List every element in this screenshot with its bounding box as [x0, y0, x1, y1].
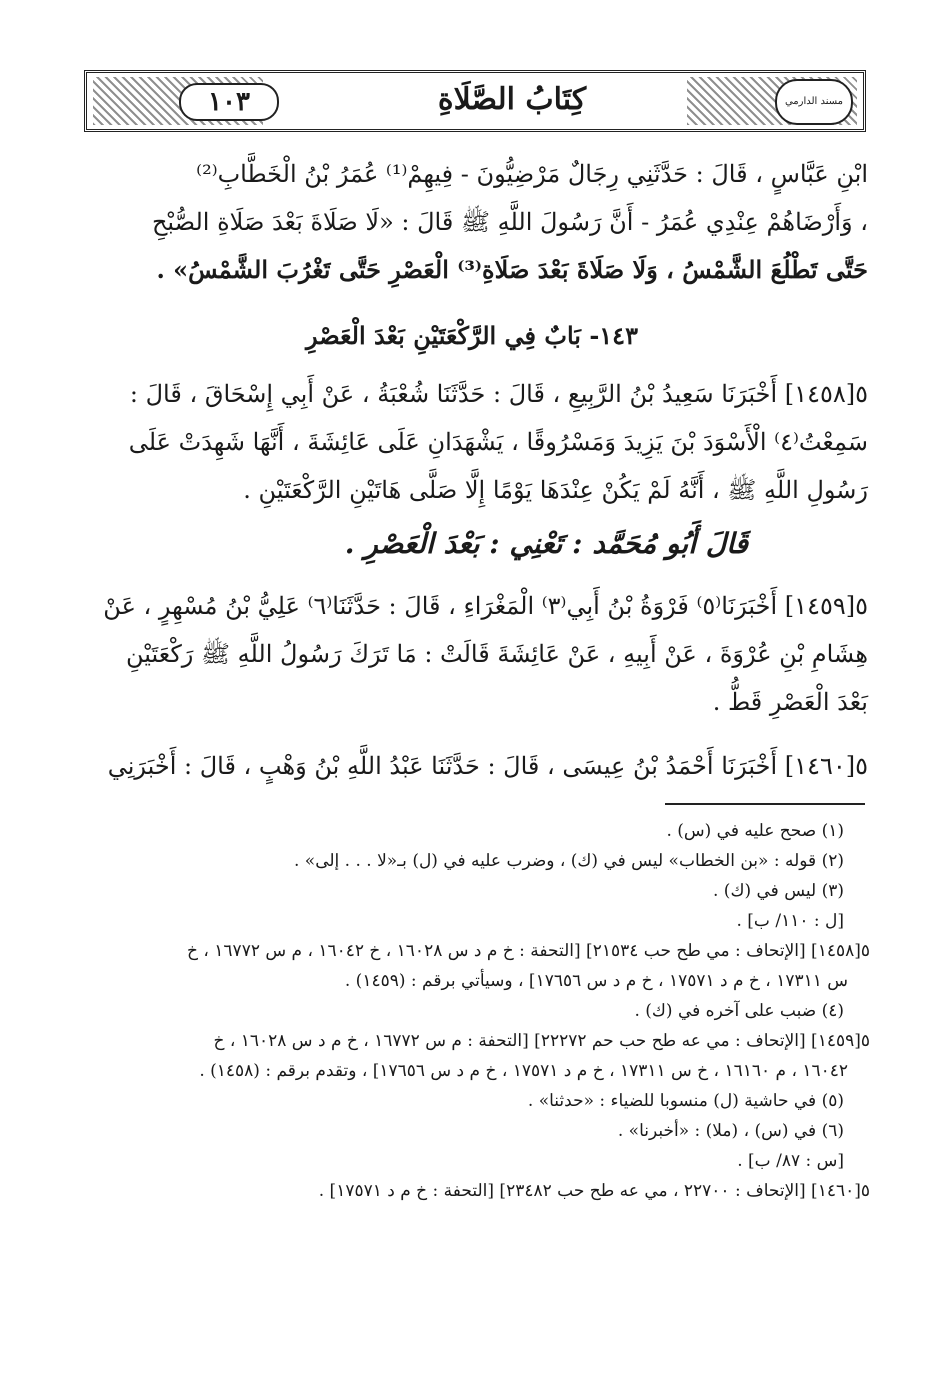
footnote: (٥) في حاشية (ل) منسوبا للضياء : «حدثنا» . — [527, 1091, 844, 1111]
footnote: ١٦٠٤٢ ، م ١٦١٦٠ ، خ س ١٧٣١١ ، خ م د ١٧٥٧١ ، خ م د س ١٧٦٥٦] ، وتقدم برقم : (١٤٥٨) . — [199, 1061, 848, 1081]
footnotes — [80, 816, 870, 1206]
hadith-1459 — [76, 582, 868, 726]
emblem-logo: مسند الدارمي — [775, 79, 853, 125]
text-line: رَسُولِ اللَّهِ ﷺ ، أَنَّهُ لَمْ يَكُنْ عِنْدَهَا يَوْمًا إِلَّا صَلَّى هَاتَيْنِ الرَّكْعَتَيْنِ . — [243, 476, 868, 504]
hadith-1458 — [76, 370, 868, 514]
text-line: ٥[١٤٥٩] أَخْبَرَنَا⁽٥⁾ فَرْوَةُ بْنُ أَبِي⁽٣⁾ الْمَغْرَاءِ ، قَالَ : حَدَّثَنَا⁽٦⁾ عَلِيُّ بْنُ مُسْهِرٍ ، عَنْ — [103, 592, 868, 620]
author-comment: قَالَ أَبُو مُحَمَّد : تَعْنِي : بَعْدَ الْعَصْرِ . — [344, 527, 748, 560]
section-heading: ١٤٣- بَابٌ فِي الرَّكْعَتَيْنِ بَعْدَ الْعَصْرِ — [306, 321, 638, 350]
page-header — [84, 70, 866, 132]
text-line: ٥[١٤٦٠] أَخْبَرَنَا أَحْمَدُ بْنُ عِيسَى ، قَالَ : حَدَّثَنَا عَبْدُ اللَّهِ بْنُ وَهْبٍ ، قَالَ : أَخْبَرَنِي — [107, 752, 868, 780]
footnote: ٥[١٤٥٩] [الإتحاف : مي عه طح حب حم ٢٢٢٧٢] [التحفة : م س ١٦٧٧٢ ، خ م د س ١٦٠٢٨ ، خ — [213, 1031, 870, 1051]
footnote: [س : ٨٧/ ب] . — [737, 1151, 844, 1171]
footnote: ٥[١٤٦٠] [الإتحاف : ٢٢٧٠٠ ، مي عه طح حب ٢٣٤٨٢] [التحفة : خ م د ١٧٥٧١] . — [318, 1181, 870, 1201]
footnote: (١) صحح عليه في (س) . — [666, 821, 844, 841]
text-line: ٥[١٤٥٨] أَخْبَرَنَا سَعِيدُ بْنُ الرَّبِيعِ ، قَالَ : حَدَّثَنَا شُعْبَةُ ، عَنْ أَبِي إِسْحَاقَ ، قَالَ : — [129, 380, 868, 408]
footnote: (٣) ليس في (ك) . — [713, 881, 844, 901]
hadith-continuation — [76, 150, 868, 294]
footnote: (٤) ضبب على آخره في (ك) . — [634, 1001, 844, 1021]
footnote: (٦) في (س) ، (ملا) : «أخبرنا» . — [617, 1121, 844, 1141]
chapter-title: كِتَابُ الصَّلَاةِ — [427, 79, 597, 121]
page-number: ١٠٣ — [179, 83, 279, 121]
hadith-1460 — [76, 742, 868, 790]
text-line: بَعْدَ الْعَصْرِ قَطُّ . — [712, 688, 868, 716]
footnote: ٥[١٤٥٨] [الإتحاف : مي طح حب ٢١٥٣٤] [التحفة : خ م د س ١٦٠٢٨ ، خ ١٦٠٤٢ ، م س ١٦٧٧٢ ، خ — [187, 941, 870, 961]
footnote: [ل : ١١٠/ ب] . — [736, 911, 844, 931]
text-line: سَمِعْتُ⁽٤⁾ الْأَسْوَدَ بْنَ يَزِيدَ وَمَسْرُوقًا ، يَشْهَدَانِ عَلَى عَائِشَةَ ، أَنَّهَا شَهِدَتْ عَلَى — [128, 428, 868, 456]
text-line: ، وَأَرْضَاهُمْ عِنْدِي عُمَرُ - أَنَّ رَسُولَ اللَّهِ ﷺ قَالَ : «لَا صَلَاةَ بَعْدَ صَلَاةِ الصُّبْحِ — [151, 208, 868, 236]
footnote: (٢) قوله : «بن الخطاب» ليس في (ك) ، وضرب عليه في (ل) بـ«لا . . . إلى» . — [294, 851, 844, 871]
footnote-divider — [665, 803, 865, 805]
text-line: حَتَّى تَطْلُعَ الشَّمْسُ ، وَلَا صَلَاةَ بَعْدَ صَلَاةِ⁽³⁾ الْعَصْرِ حَتَّى تَغْرُبَ الشَّمْسُ» . — [156, 255, 868, 284]
text-line: ابْنِ عَبَّاسٍ ، قَالَ : حَدَّثَنِي رِجَالٌ مَرْضِيُّونَ - فِيهِمْ⁽¹⁾ عُمَرُ بْنُ الْخَطَّابِ⁽²⁾ — [196, 160, 868, 188]
footnote: س ١٧٣١١ ، خ م د ١٧٥٧١ ، خ م د س ١٧٦٥٦] ، وسيأتي برقم : (١٤٥٩) . — [344, 971, 848, 991]
text-line: هِشَامِ بْنِ عُرْوَةَ ، عَنْ أَبِيهِ ، عَنْ عَائِشَةَ قَالَتْ : مَا تَرَكَ رَسُولُ اللَّهِ ﷺ رَكْعَتَيْنِ — [126, 640, 868, 668]
